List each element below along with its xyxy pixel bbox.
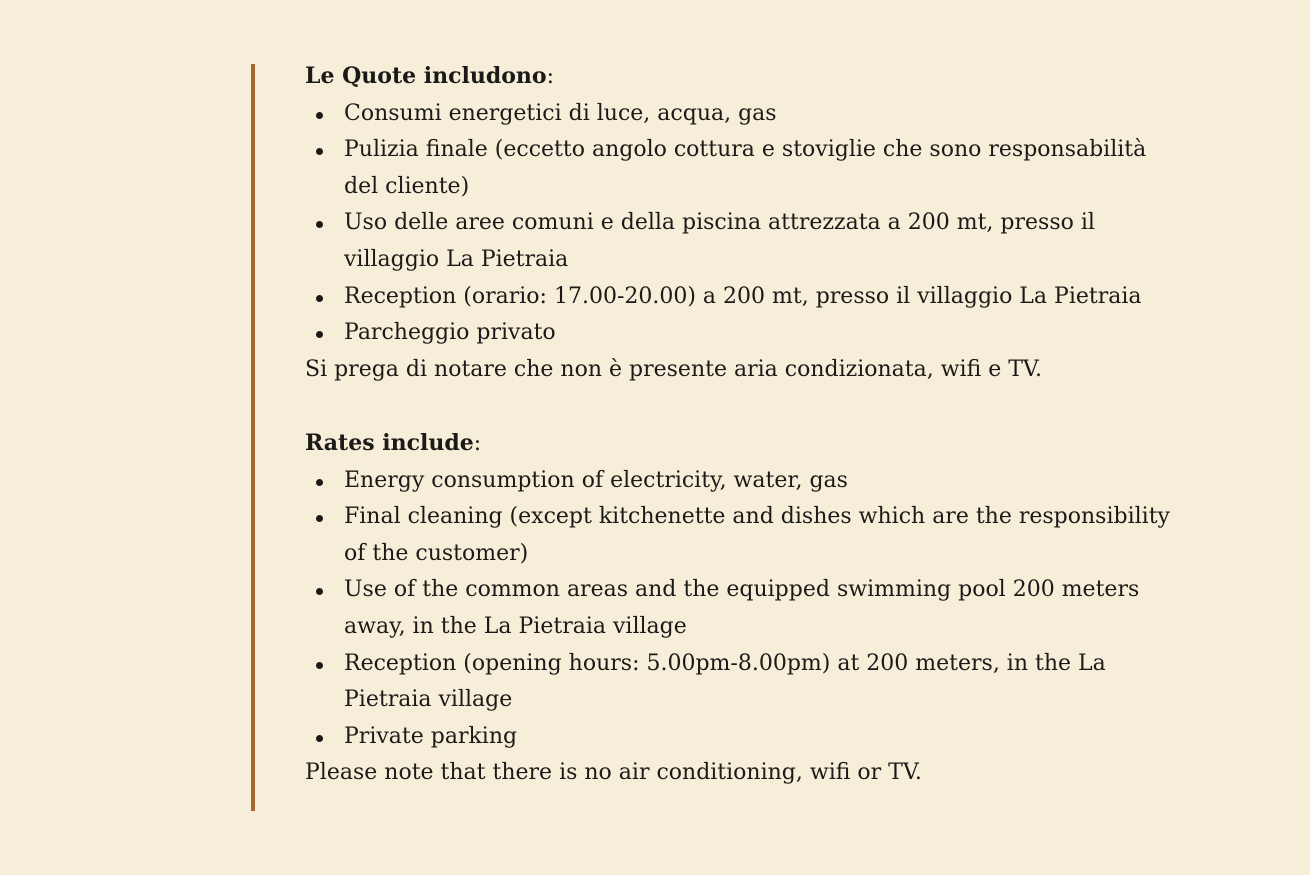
bullet-icon — [316, 295, 323, 302]
list-item: Energy consumption of electricity, water, gas — [305, 463, 1185, 500]
list-item: Private parking — [305, 719, 1185, 756]
english-section — [305, 425, 1185, 792]
list-item: Use of the common areas and the equipped swimming pool 200 meters away, in the La Pietraia village — [305, 572, 1185, 645]
section-spacer — [305, 388, 1185, 425]
list-item: Reception (opening hours: 5.00pm-8.00pm) at 200 meters, in the La Pietraia village — [305, 646, 1185, 719]
list-item: Reception (orario: 17.00-20.00) a 200 mt, presso il villaggio La Pietraia — [305, 279, 1185, 316]
accent-bar — [251, 64, 255, 811]
bullet-icon — [316, 148, 323, 155]
english-heading: Rates include: — [305, 429, 482, 456]
list-item: Uso delle aree comuni e della piscina attrezzata a 200 mt, presso il villaggio La Pietraia — [305, 205, 1185, 278]
bullet-icon — [316, 479, 323, 486]
bullet-icon — [316, 515, 323, 522]
list-item: Parcheggio privato — [305, 315, 1185, 352]
english-inclusions-list — [305, 463, 1185, 756]
list-item: Consumi energetici di luce, acqua, gas — [305, 96, 1185, 133]
italian-heading: Le Quote includono: — [305, 63, 555, 89]
bullet-icon — [316, 588, 323, 595]
list-item: Pulizia finale (eccetto angolo cottura e stoviglie che sono responsabilità del cliente) — [305, 132, 1185, 205]
list-item: Final cleaning (except kitchenette and dishes which are the responsibility of the customer) — [305, 499, 1185, 572]
bullet-icon — [316, 112, 323, 119]
bullet-icon — [316, 735, 323, 742]
bullet-icon — [316, 662, 323, 669]
italian-section — [305, 58, 1185, 388]
bullet-icon — [316, 331, 323, 338]
rates-document — [305, 58, 1185, 792]
italian-note: Si prega di notare che non è presente aria condizionata, wifi e TV. — [305, 356, 1042, 382]
italian-inclusions-list — [305, 96, 1185, 352]
bullet-icon — [316, 221, 323, 228]
english-note: Please note that there is no air conditioning, wifi or TV. — [305, 760, 922, 786]
